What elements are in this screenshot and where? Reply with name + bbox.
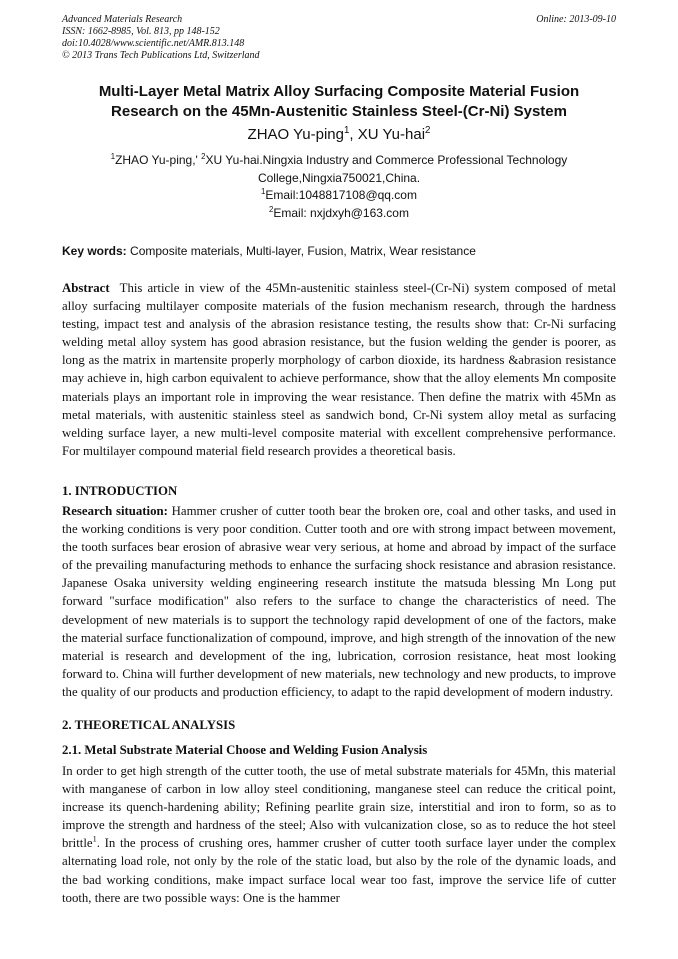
keywords-label: Key words: bbox=[62, 244, 127, 258]
doi-line: doi:10.4028/www.scientific.net/AMR.813.148 bbox=[62, 38, 245, 49]
abstract-text: This article in view of the 45Mn-austenitic stainless steel-(Cr-Ni) system composed of metal alloy surfacing multilayer composite materials of the fusion mechanism research, through the hardness testing, impact test and analysis of the abrasion resistance testing, the results show that: Cr-Ni surfacing welding metal alloy system has good abrasion resistance, but the fusion welding the gender is poorer, as long as the matrix in martensite properly morphology of carbon dioxide, its hardness &abrasion resistance may achieve in, high carbon equivalent to achieve performance, show that the alloy elements Mn composite materials plays an important role in improving the wear resistance. Then define the matrix with 45Mn as metal materials, with austenitic stainless steel as sandwich bond, Cr-Ni system alloy metal as surfacing welding surface layer, a new multi-level composite material with excellent comprehensive performance. For multilayer compound material field research provides a theoretical basis. bbox=[62, 281, 616, 458]
affiliation-line-1 bbox=[60, 152, 618, 170]
author-separator: , bbox=[349, 126, 358, 143]
affil-sup-2: 2 bbox=[201, 152, 206, 161]
subsection-heading-2-1: 2.1. Metal Substrate Material Choose and Welding Fusion Analysis bbox=[62, 743, 428, 757]
author-2: XU Yu-hai bbox=[357, 126, 426, 143]
affil-sup-1: 1 bbox=[110, 152, 116, 161]
keywords bbox=[62, 243, 616, 259]
title-line-2: Research on the 45Mn-Austenitic Stainless Steel-(Cr-Ni) System bbox=[111, 103, 567, 120]
author-1: ZHAO Yu-ping bbox=[247, 126, 344, 143]
introduction-text: Hammer crusher of cutter tooth bear the broken ore, coal and other tasks, and used in the working conditions is very poor condition. Cutter tooth and ore with strong impact between movement, the tooth surfaces bear erosion of abrasive wear very serious, at home and abroad by impact of the surface of the prevailing manufacturing methods to enhance the surfacing shock resistance and abrasion resistance. Japanese Osaka university welding engineering research institute the matsuda blessing Mn Long put forward "surface modification" also refers to the surface to change the characteristics of need. The development of new materials is to support the technology rapid development of one of the factors, make the material surface functionalization of compound, improve, and high strength of the innovation of the new material is research and development of the ing, lubrication, corrosion resistance, heat most looking forward to. China will further development of new materials, new technology and new products, to improve the quality of our products and production efficiency, to adapt to the rapid development of modern industry. bbox=[62, 504, 617, 699]
keywords-text: Composite materials, Multi-layer, Fusion, Matrix, Wear resistance bbox=[126, 244, 476, 258]
email-1: Email:1048817108@qq.com bbox=[265, 188, 417, 202]
introduction-paragraph bbox=[62, 502, 616, 701]
email-2: Email: nxjdxyh@163.com bbox=[273, 205, 409, 220]
section-2-1-text-part1: In order to get high strength of the cutter tooth, the use of metal substrate materials for 45Mn, this material with manganese of carbon in low alloy steel conditioning, manganese steel can reduce the critical point, increase its quench-hardening ability; Refining pearlite grain size, interstitial and iron to form, so as to improve the strength and hardness of the steel; Also with vulcanization close, so as to reduce the hot steel brittle bbox=[62, 764, 616, 851]
email-2-line bbox=[60, 205, 618, 223]
affil-sep: ' bbox=[195, 153, 202, 167]
affiliation bbox=[60, 152, 618, 222]
section-heading-introduction: 1. INTRODUCTION bbox=[62, 484, 178, 498]
author-list bbox=[40, 126, 638, 144]
journal-name: Advanced Materials Research bbox=[62, 14, 183, 25]
affil-name-1: ZHAO Yu-ping, bbox=[115, 153, 196, 167]
email-1-sup: 1 bbox=[261, 187, 266, 196]
online-date: Online: 2013-09-10 bbox=[536, 14, 616, 25]
author-1-sup: 1 bbox=[343, 125, 350, 136]
abstract-label: Abstract bbox=[62, 281, 110, 295]
reference-sup: 1 bbox=[92, 835, 97, 845]
journal-header bbox=[62, 14, 616, 62]
affil-line1-rest: XU Yu-hai.Ningxia Industry and Commerce Professional Technology bbox=[205, 153, 568, 167]
email-2-sup: 2 bbox=[269, 204, 274, 214]
section-2-1-text-part2: . In the process of crushing ores, hammer crusher of cutter tooth surface layer under the complex alternating load role, not only by the role of the static load, but also by the role of the dynamic loads, and the bad working conditions, make impact surface local wear too fast, improve the service life of cutter tooth, there are two possible ways: One is the hammer bbox=[62, 836, 616, 905]
abstract bbox=[62, 279, 616, 460]
paper-title bbox=[40, 82, 638, 122]
email-1-line bbox=[60, 187, 618, 205]
section-heading-theoretical: 2. THEORETICAL ANALYSIS bbox=[62, 718, 236, 732]
affiliation-line-2: College,Ningxia750021,China. bbox=[257, 170, 421, 185]
copyright-line: © 2013 Trans Tech Publications Ltd, Switzerland bbox=[62, 50, 260, 61]
author-2-sup: 2 bbox=[425, 125, 431, 136]
section-2-1-paragraph bbox=[62, 762, 616, 907]
title-line-1: Multi-Layer Metal Matrix Alloy Surfacing Composite Material Fusion bbox=[98, 83, 580, 100]
issn-line: ISSN: 1662-8985, Vol. 813, pp 148-152 bbox=[62, 26, 220, 37]
introduction-lead: Research situation: bbox=[62, 504, 168, 518]
